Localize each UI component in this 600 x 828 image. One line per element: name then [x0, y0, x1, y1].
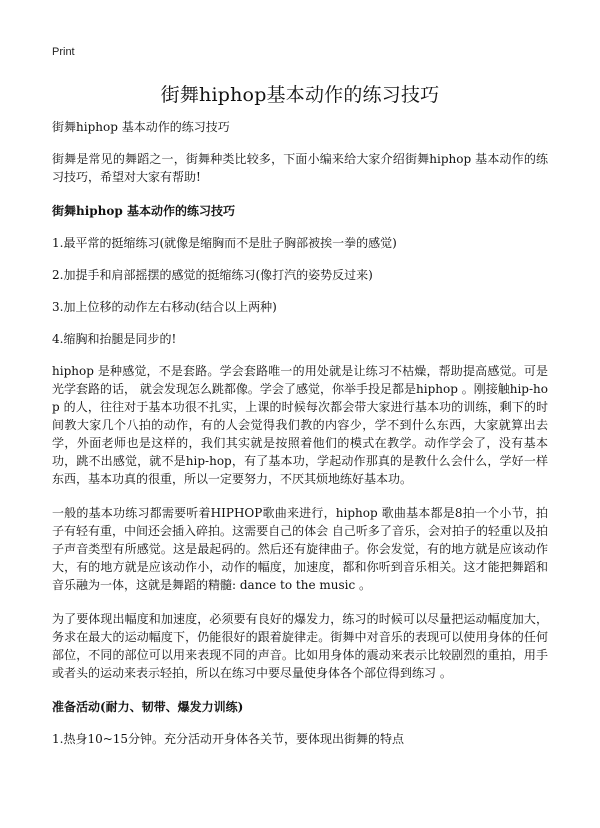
- body-paragraph-feeling: hiphop 是种感觉，不是套路。学会套路唯一的用处就是让练习不枯燥，帮助提高感觉。可是光学套路的话， 就会发现怎么跳都像。学会了感觉，你举手投足都是hiphop 。刚接触hip-hop 的人，往往对于基本功很不扎实，上课的时候每次都会带大家进行基本功的训练，剩下的时间教大家几个八拍的动作，有的人会觉得我们教的内容少，学不到什么东西，大家就算出去学，外面老师也是这样的，我们其实就是按照着他们的模式在教学。动作学会了，没有基本功，跳不出感觉，就不是hip-hop，有了基本功，学起动作那真的是教什么会什么，学好一样东西，基本功真的很重，所以一定要努力，不厌其烦地练好基本功。: [52, 364, 548, 486]
- document-subtitle: 街舞hiphop 基本动作的练习技巧: [52, 120, 230, 134]
- body-paragraph-power: 为了要体现出幅度和加速度，必须要有良好的爆发力，练习的时候可以尽量把运动幅度加大，务求在最大的运动幅度下，仍能很好的跟着旋律走。街舞中对音乐的表现可以使用身体的任何部位，不同的部位可以用来表现不同的声音。比如用身体的震动来表示比较剧烈的重拍，用手或者头的运动来表示轻拍，所以在练习中要尽量使身体各个部位得到练习 。: [52, 612, 548, 680]
- body-paragraph-music: 一般的基本功练习都需要听着HIPHOP歌曲来进行，hiphop 歌曲基本都是8拍一个小节，拍子有轻有重，中间还会插入碎拍。这需要自己的体会 自己听多了音乐，会对拍子的轻重以及拍子声音类型有所感觉。这是最起码的。然后还有旋律曲子。你会发觉，有的地方就是应该动作大，有的地方就是应该动作小，动作的幅度，加速度，都和你听到音乐相关。这才能把舞蹈和音乐融为一体，这就是舞蹈的精髓: dance to the music 。: [52, 506, 548, 592]
- section-heading-warmup: 准备活动(耐力、韧带、爆发力训练): [52, 700, 244, 714]
- list-item-warmup: 1.热身10~15分钟。充分活动开身体各关节，要体现出街舞的特点: [52, 732, 405, 746]
- list-item: 2.加提手和肩部摇摆的感觉的挺缩练习(像打汽的姿势反过来): [52, 268, 373, 282]
- intro-paragraph: 街舞是常见的舞蹈之一，街舞种类比较多，下面小编来给大家介绍街舞hiphop 基本动作的练习技巧，希望对大家有帮助!: [52, 152, 548, 184]
- list-item: 4.缩胸和抬腿是同步的!: [52, 332, 177, 346]
- print-link[interactable]: Print: [52, 46, 75, 58]
- list-item: 3.加上位移的动作左右移动(结合以上两种): [52, 300, 277, 314]
- document-body: [52, 118, 548, 760]
- document-title: 街舞hiphop基本动作的练习技巧: [160, 84, 440, 106]
- list-item: 1.最平常的挺缩练习(就像是缩胸而不是肚子胸部被挨一拳的感觉): [52, 236, 397, 250]
- section-heading-techniques: 街舞hiphop 基本动作的练习技巧: [52, 204, 235, 218]
